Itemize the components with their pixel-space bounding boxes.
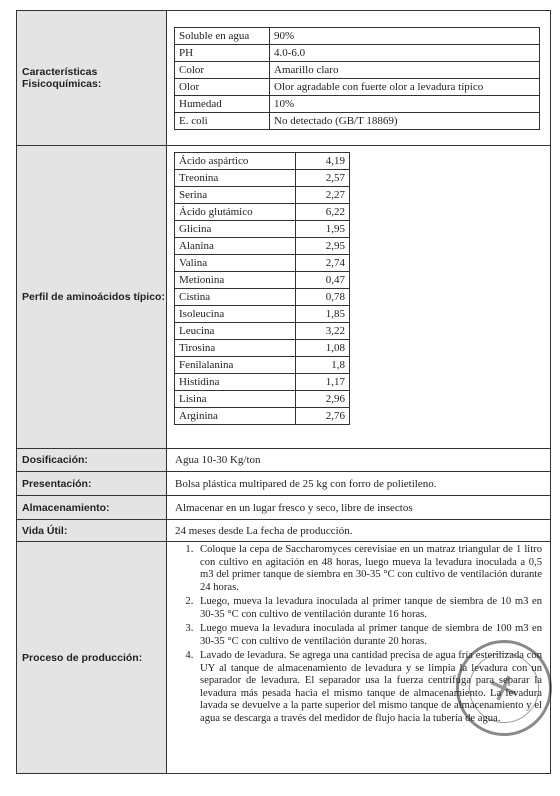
proceso-step: 4. Lavado de levadura. Se agrega una cantidad precisa de agua fría esterilizada con UY al tanque de almacenamiento de levadura y se limpia la levadura con un separador de levadura. El separador usa la fuerza centrífuga para separar la levadura más pesada hacia el mismo tanque de almacenamiento. La levadura lavada se devuelve a la parte superior del mismo tanque de almacenamiento y el agua se descarga a través del medidor de flujo hacia la tubería de agua.	[196, 650, 542, 725]
fisico-property-name: E. coli	[175, 112, 270, 129]
fisico-table-row	[175, 78, 540, 95]
fisico-property-value: Amarillo claro	[270, 61, 540, 78]
amino-acid-name: Ácido aspártico	[175, 153, 296, 170]
fisico-property-name: PH	[175, 44, 270, 61]
amino-acid-name: Fenilalanina	[175, 357, 296, 374]
fisico-label: Características Fisicoquímicas:	[17, 11, 167, 146]
amino-acid-name: Serina	[175, 187, 296, 204]
amino-table-row	[175, 374, 350, 391]
amino-table-row	[175, 153, 350, 170]
amino-table-row	[175, 357, 350, 374]
presentacion-row	[17, 472, 551, 496]
amino-acid-value: 4,19	[296, 153, 350, 170]
proceso-step: 1. Coloque la cepa de Saccharomyces cerevisiae en un matraz triangular de 1 litro con cultivo en agitación en 48 horas, luego mueva la levadura inoculada a 0,5 m3 del primer tanque de siembra en 30-35 °C con cultivo de ventilación durante 24 horas.	[196, 544, 542, 594]
amino-acid-name: Lisina	[175, 391, 296, 408]
fisico-property-value: Olor agradable con fuerte olor a levadura típico	[270, 78, 540, 95]
amino-acid-value: 2,76	[296, 408, 350, 425]
fisico-property-value: 10%	[270, 95, 540, 112]
amino-acid-name: Alanina	[175, 238, 296, 255]
amino-acid-name: Histidina	[175, 374, 296, 391]
amino-table-row	[175, 289, 350, 306]
fisico-table-row	[175, 44, 540, 61]
amino-table-row	[175, 306, 350, 323]
amino-table-row	[175, 170, 350, 187]
fisico-table-row	[175, 112, 540, 129]
fisico-property-name: Color	[175, 61, 270, 78]
fisico-table-row	[175, 61, 540, 78]
dosificacion-label: Dosificación:	[17, 449, 167, 472]
vida-util-label: Vida Útil:	[17, 520, 167, 542]
almacenamiento-value: Almacenar en un lugar fresco y seco, libre de insectos	[167, 496, 551, 520]
spec-table	[16, 10, 551, 774]
amino-table-row	[175, 238, 350, 255]
vida-util-row	[17, 520, 551, 542]
amino-acid-value: 6,22	[296, 204, 350, 221]
amino-table-row	[175, 204, 350, 221]
almacenamiento-row	[17, 496, 551, 520]
presentacion-value: Bolsa plástica multipared de 25 kg con forro de polietileno.	[167, 472, 551, 496]
amino-acid-value: 2,96	[296, 391, 350, 408]
amino-acid-value: 3,22	[296, 323, 350, 340]
fisico-property-value: 90%	[270, 27, 540, 44]
amino-table-row	[175, 323, 350, 340]
amino-acid-name: Tirosina	[175, 340, 296, 357]
amino-table-row	[175, 340, 350, 357]
amino-row	[17, 146, 551, 449]
amino-table-row	[175, 187, 350, 204]
dosificacion-value: Agua 10-30 Kg/ton	[167, 449, 551, 472]
amino-acid-value: 2,57	[296, 170, 350, 187]
proceso-cell	[167, 542, 551, 774]
dosificacion-row	[17, 449, 551, 472]
amino-table-row	[175, 272, 350, 289]
fisico-property-name: Olor	[175, 78, 270, 95]
amino-acid-value: 1,08	[296, 340, 350, 357]
fisico-property-name: Humedad	[175, 95, 270, 112]
amino-table-row	[175, 221, 350, 238]
amino-acid-name: Isoleucina	[175, 306, 296, 323]
amino-table-row	[175, 408, 350, 425]
amino-acid-value: 1,85	[296, 306, 350, 323]
amino-table	[174, 152, 350, 425]
fisico-table-row	[175, 27, 540, 44]
amino-acid-name: Leucina	[175, 323, 296, 340]
almacenamiento-label: Almacenamiento:	[17, 496, 167, 520]
vida-util-value: 24 meses desde La fecha de producción.	[167, 520, 551, 542]
proceso-label: Proceso de producción:	[17, 542, 167, 774]
amino-acid-value: 2,74	[296, 255, 350, 272]
amino-acid-name: Ácido glutámico	[175, 204, 296, 221]
amino-acid-value: 1,8	[296, 357, 350, 374]
amino-acid-value: 0,47	[296, 272, 350, 289]
amino-table-row	[175, 391, 350, 408]
amino-acid-name: Glicina	[175, 221, 296, 238]
fisico-row	[17, 11, 551, 146]
amino-cell	[167, 146, 551, 449]
seal-signature-mark: ✕	[482, 665, 526, 714]
presentacion-label: Presentación:	[17, 472, 167, 496]
fisico-table-row	[175, 95, 540, 112]
fisico-property-value: 4.0-6.0	[270, 44, 540, 61]
amino-label: Perfil de aminoácidos típico:	[17, 146, 167, 449]
proceso-step: 3. Luego mueva la levadura inoculada al primer tanque de siembra de 100 m3 en 30-35 °C con cultivo de ventilación durante 20 horas.	[196, 623, 542, 648]
proceso-row	[17, 542, 551, 774]
amino-acid-name: Valina	[175, 255, 296, 272]
proceso-steps	[175, 544, 542, 725]
amino-acid-value: 2,95	[296, 238, 350, 255]
amino-acid-name: Arginina	[175, 408, 296, 425]
proceso-step: 2. Luego, mueva la levadura inoculada al primer tanque de siembra de 10 m3 en 30-35 °C con cultivo de ventilación durante 16 horas.	[196, 596, 542, 621]
spec-sheet	[16, 10, 551, 774]
amino-acid-value: 2,27	[296, 187, 350, 204]
amino-table-row	[175, 255, 350, 272]
fisico-table	[174, 27, 540, 130]
amino-acid-value: 1,95	[296, 221, 350, 238]
amino-acid-name: Metionina	[175, 272, 296, 289]
fisico-property-name: Soluble en agua	[175, 27, 270, 44]
amino-acid-value: 1,17	[296, 374, 350, 391]
fisico-property-value: No detectado (GB/T 18869)	[270, 112, 540, 129]
amino-acid-value: 0,78	[296, 289, 350, 306]
amino-acid-name: Cistina	[175, 289, 296, 306]
amino-acid-name: Treonina	[175, 170, 296, 187]
fisico-cell	[167, 11, 551, 146]
